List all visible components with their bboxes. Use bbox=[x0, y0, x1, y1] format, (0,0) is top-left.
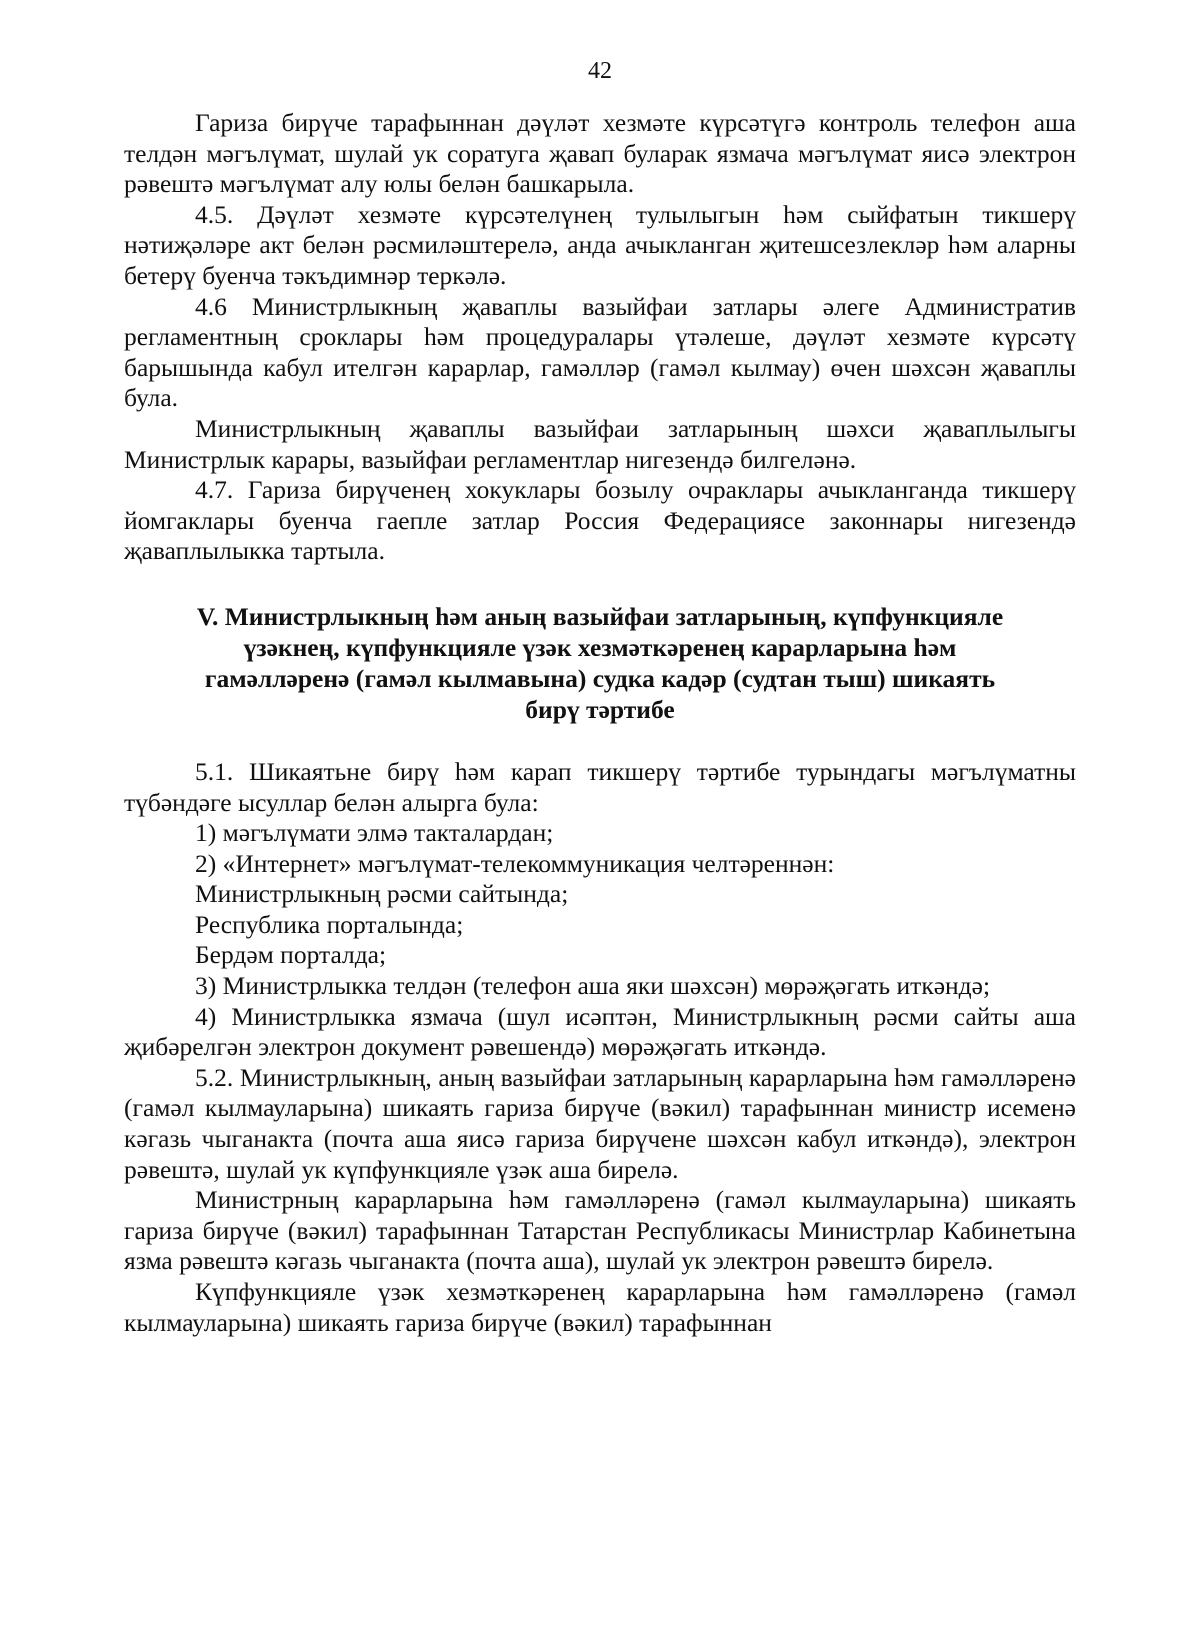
paragraph: Министрның карарларына һәм гамәлләренә (гамәл кылмауларына) шикаять гариза бирүче (вәкил) тарафыннан Татарстан Республикасы Министрлар Кабинетына язма рәвештә кәгазь чыганакта (почта аша), шулай ук электрон рәвештә бирелә. bbox=[124, 1185, 1076, 1276]
paragraph-4-6: 4.6 Министрлыкның җаваплы вазыйфаи затлары әлеге Административ регламентның сроклары һәм процедуралары үтәлеше, дәүләт хезмәте күрсәтү барышында кабул ителгән карарлар, гамәлләр (гамәл кылмау) өчен шәхсән җаваплы була. bbox=[124, 291, 1076, 413]
section-heading-line: үзәкнең, күпфункцияле үзәк хезмәткәренең карарларына һәм bbox=[243, 632, 957, 662]
list-item: Республика порталында; bbox=[195, 909, 464, 939]
list-item: 2) «Интернет» мәгълүмат-телекоммуникация челтәреннән: bbox=[195, 848, 835, 878]
paragraph-5-1: 5.1. Шикаятьне бирү һәм карап тикшерү тәртибе турындагы мәгълүматны түбәндәге ысуллар белән алырга була: bbox=[124, 756, 1076, 817]
section-heading-line: V. Министрлыкның һәм аның вазыйфаи затларының, күпфункцияле bbox=[196, 601, 1004, 631]
document-body bbox=[124, 108, 1076, 1338]
paragraph: Күпфункцияле үзәк хезмәткәренең карарларына һәм гамәлләренә (гамәл кылмауларына) шикаять гариза бирүче (вәкил) тарафыннан bbox=[124, 1277, 1076, 1337]
paragraph-5-2: 5.2. Министрлыкның, аның вазыйфаи затларының карарларына һәм гамәлләренә (гамәл кылмауларына) шикаять гариза бирүче (вәкил) тарафыннан министр исеменә кәгазь чыганакта (почта аша яисә гариза бирүчене шәхсән кабул иткәндә), электрон рәвештә, шулай ук күпфункцияле үзәк аша бирелә. bbox=[124, 1062, 1076, 1184]
list-item: Бердәм порталда; bbox=[195, 940, 387, 970]
list-item: Министрлыкның рәсми сайтында; bbox=[195, 879, 569, 909]
section-heading-line: гамәлләренә (гамәл кылмавына) судка кадәр (судтан тыш) шикаять bbox=[204, 663, 996, 693]
list-item: 4) Министрлыкка язмача (шул исәптән, Министрлыкның рәсми сайты аша җибәрелгән электрон документ рәвешендә) мөрәҗәгать иткәндә. bbox=[124, 1001, 1076, 1062]
paragraph-4-7: 4.7. Гариза бирүченең хокуклары бозылу очраклары ачыкланганда тикшерү йомгаклары буенча гаепле затлар Россия Федерациясе законнары нигезендә җаваплылыкка тартыла. bbox=[124, 475, 1076, 566]
section-heading-line: бирү тәртибе bbox=[525, 694, 675, 724]
paragraph: Министрлыкның җаваплы вазыйфаи затларының шәхси җаваплылыгы Министрлык карары, вазыйфаи регламентлар нигезендә билгеләнә. bbox=[124, 413, 1076, 474]
paragraph-4-5: 4.5. Дәүләт хезмәте күрсәтелүнең тулылыгын һәм сыйфатын тикшерү нәтиҗәләре акт белән рәсмиләштерелә, анда ачыкланган җитешсезлекләр һәм аларны бетерү буенча тәкъдимнәр теркәлә. bbox=[124, 199, 1076, 290]
page-number: 42 bbox=[588, 58, 612, 84]
list-item: 1) мәгълүмати элмә такталардан; bbox=[195, 818, 554, 848]
list-item: 3) Министрлыкка телдән (телефон аша яки шәхсән) мөрәҗәгать иткәндә; bbox=[195, 971, 991, 1001]
section-heading bbox=[124, 601, 1076, 725]
paragraph: Гариза бирүче тарафыннан дәүләт хезмәте күрсәтүгә контроль телефон аша телдән мәгълүмат, шулай ук соратуга җавап буларак язмача мәгълүмат яисә электрон рәвештә мәгълүмат алу юлы белән башкарыла. bbox=[124, 108, 1076, 199]
